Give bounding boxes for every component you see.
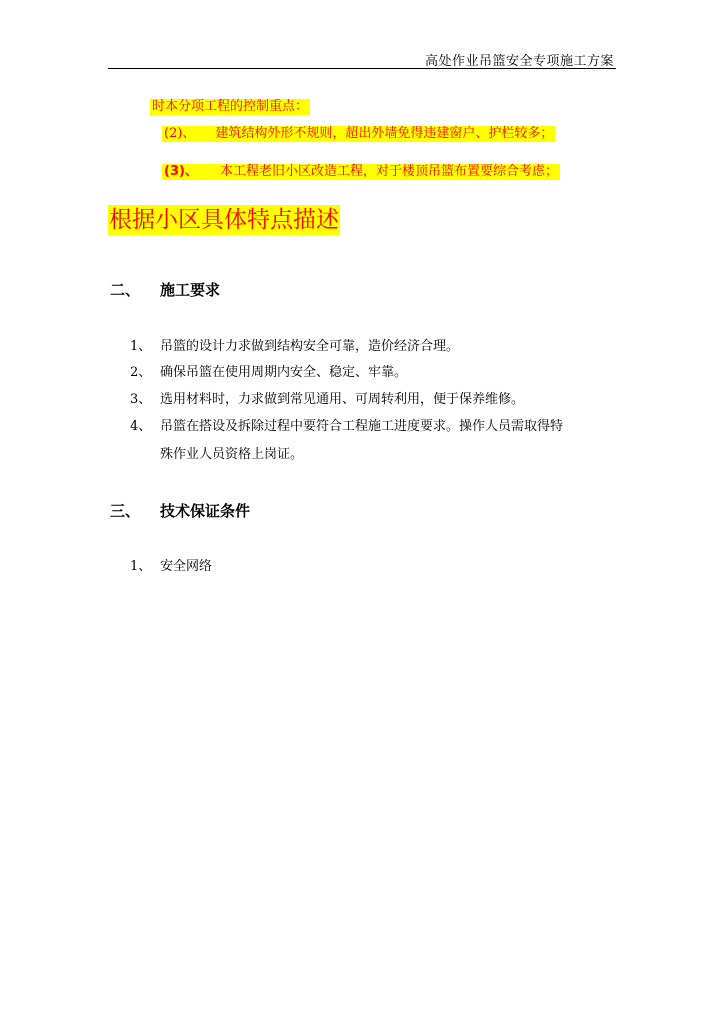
- section-heading-3: [110, 500, 250, 521]
- section-2-title: 施工要求: [160, 281, 221, 299]
- section-heading-2: [110, 279, 220, 300]
- highlight-line-3: [162, 164, 560, 180]
- list-item-continuation: 殊作业人员资格上岗证。: [160, 447, 304, 462]
- section-3-title: 技术保证条件: [160, 502, 251, 520]
- list-item: [130, 391, 524, 409]
- section-2-number: 二、: [110, 281, 141, 299]
- list-item-text: 吊篮的设计力求做到结构安全可靠，造价经济合理。: [160, 339, 460, 354]
- list-item-number: 1、: [130, 559, 152, 574]
- list-item: [130, 364, 407, 382]
- list-item-number: 1、: [130, 339, 152, 354]
- highlight-line-2-number: (2)、: [164, 126, 196, 141]
- list-item-text: 安全网络: [160, 559, 213, 574]
- list-item-text: 吊篮在搭设及拆除过程中要符合工程施工进度要求。操作人员需取得特: [160, 419, 564, 434]
- highlight-heading: 根据小区具体特点描述: [109, 207, 339, 233]
- list-item-number: 2、: [130, 365, 152, 380]
- list-item-number: 4、: [130, 419, 152, 434]
- highlight-line-2: [162, 126, 555, 142]
- document-title: 高处作业吊篮安全专项施工方案: [424, 54, 614, 69]
- highlight-line-3-number: (3)、: [164, 164, 198, 179]
- highlight-line-2-text: 建筑结构外形不规则，超出外墙免得违建窗户、护栏较多；: [215, 126, 554, 141]
- list-item-text: 选用材料时，力求做到常见通用、可周转利用，便于保养维修。: [160, 392, 525, 407]
- list-item-text: 确保吊篮在使用周期内安全、稳定、牢靠。: [160, 365, 408, 380]
- list-item-number: 3、: [130, 392, 152, 407]
- list-item: [130, 418, 563, 436]
- highlight-line-3-text: 本工程老旧小区改造工程，对于楼顶吊篮布置要综合考虑；: [219, 164, 558, 179]
- section-3-number: 三、: [110, 502, 141, 520]
- list-item: [130, 338, 459, 356]
- header-divider: [108, 68, 616, 69]
- highlight-line-1: 时本分项工程的控制重点：: [152, 99, 309, 114]
- list-item: [130, 558, 212, 576]
